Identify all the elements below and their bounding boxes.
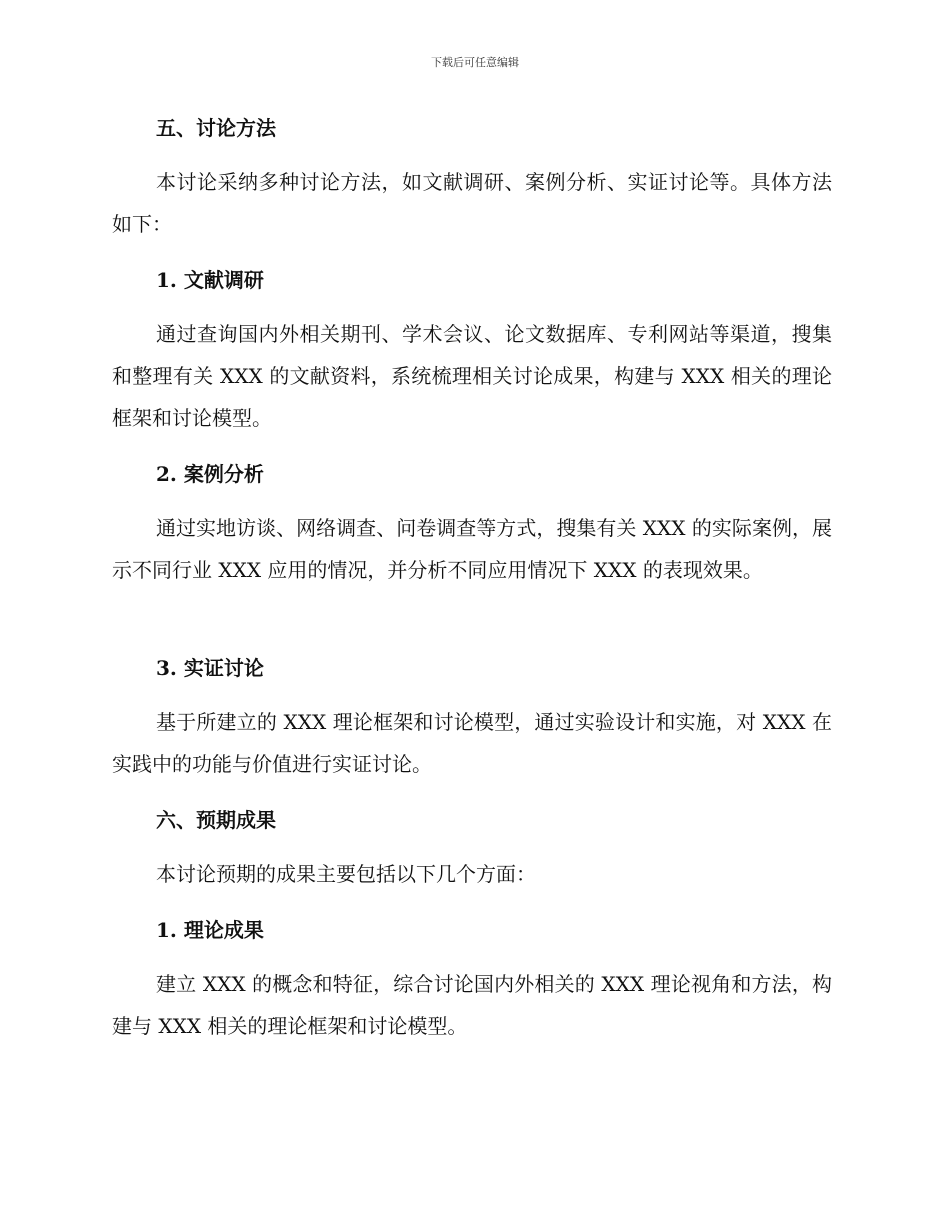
section-heading-methods: 五、讨论方法 <box>156 116 276 140</box>
paragraph-case-analysis: 通过实地访谈、网络调查、问卷调查等方式，搜集有关 XXX 的实际案例，展示不同行业 XXX 应用的情况，并分析不同应用情况下 XXX 的表现效果。 <box>112 516 832 582</box>
section-heading-results: 六、预期成果 <box>156 808 276 832</box>
subheading-empirical: 3. 实证讨论 <box>156 656 264 680</box>
subheading-theory: 1. 理论成果 <box>156 918 264 942</box>
page-header: 下载后可任意编辑 <box>431 56 519 69</box>
paragraph-literature: 通过查询国内外相关期刊、学术会议、论文数据库、专利网站等渠道，搜集和整理有关 XXX 的文献资料，系统梳理相关讨论成果，构建与 XXX 相关的理论框架和讨论模型。 <box>112 322 832 430</box>
paragraph-theory: 建立 XXX 的概念和特征，综合讨论国内外相关的 XXX 理论视角和方法，构建与 XXX 相关的理论框架和讨论模型。 <box>112 972 832 1038</box>
paragraph-results-intro: 本讨论预期的成果主要包括以下几个方面： <box>156 862 536 886</box>
subheading-literature: 1. 文献调研 <box>156 268 264 292</box>
subheading-case-analysis: 2. 案例分析 <box>156 462 264 486</box>
paragraph-empirical: 基于所建立的 XXX 理论框架和讨论模型，通过实验设计和实施，对 XXX 在实践中的功能与价值进行实证讨论。 <box>112 710 832 776</box>
paragraph-methods-intro: 本讨论采纳多种讨论方法，如文献调研、案例分析、实证讨论等。具体方法如下： <box>112 170 832 236</box>
